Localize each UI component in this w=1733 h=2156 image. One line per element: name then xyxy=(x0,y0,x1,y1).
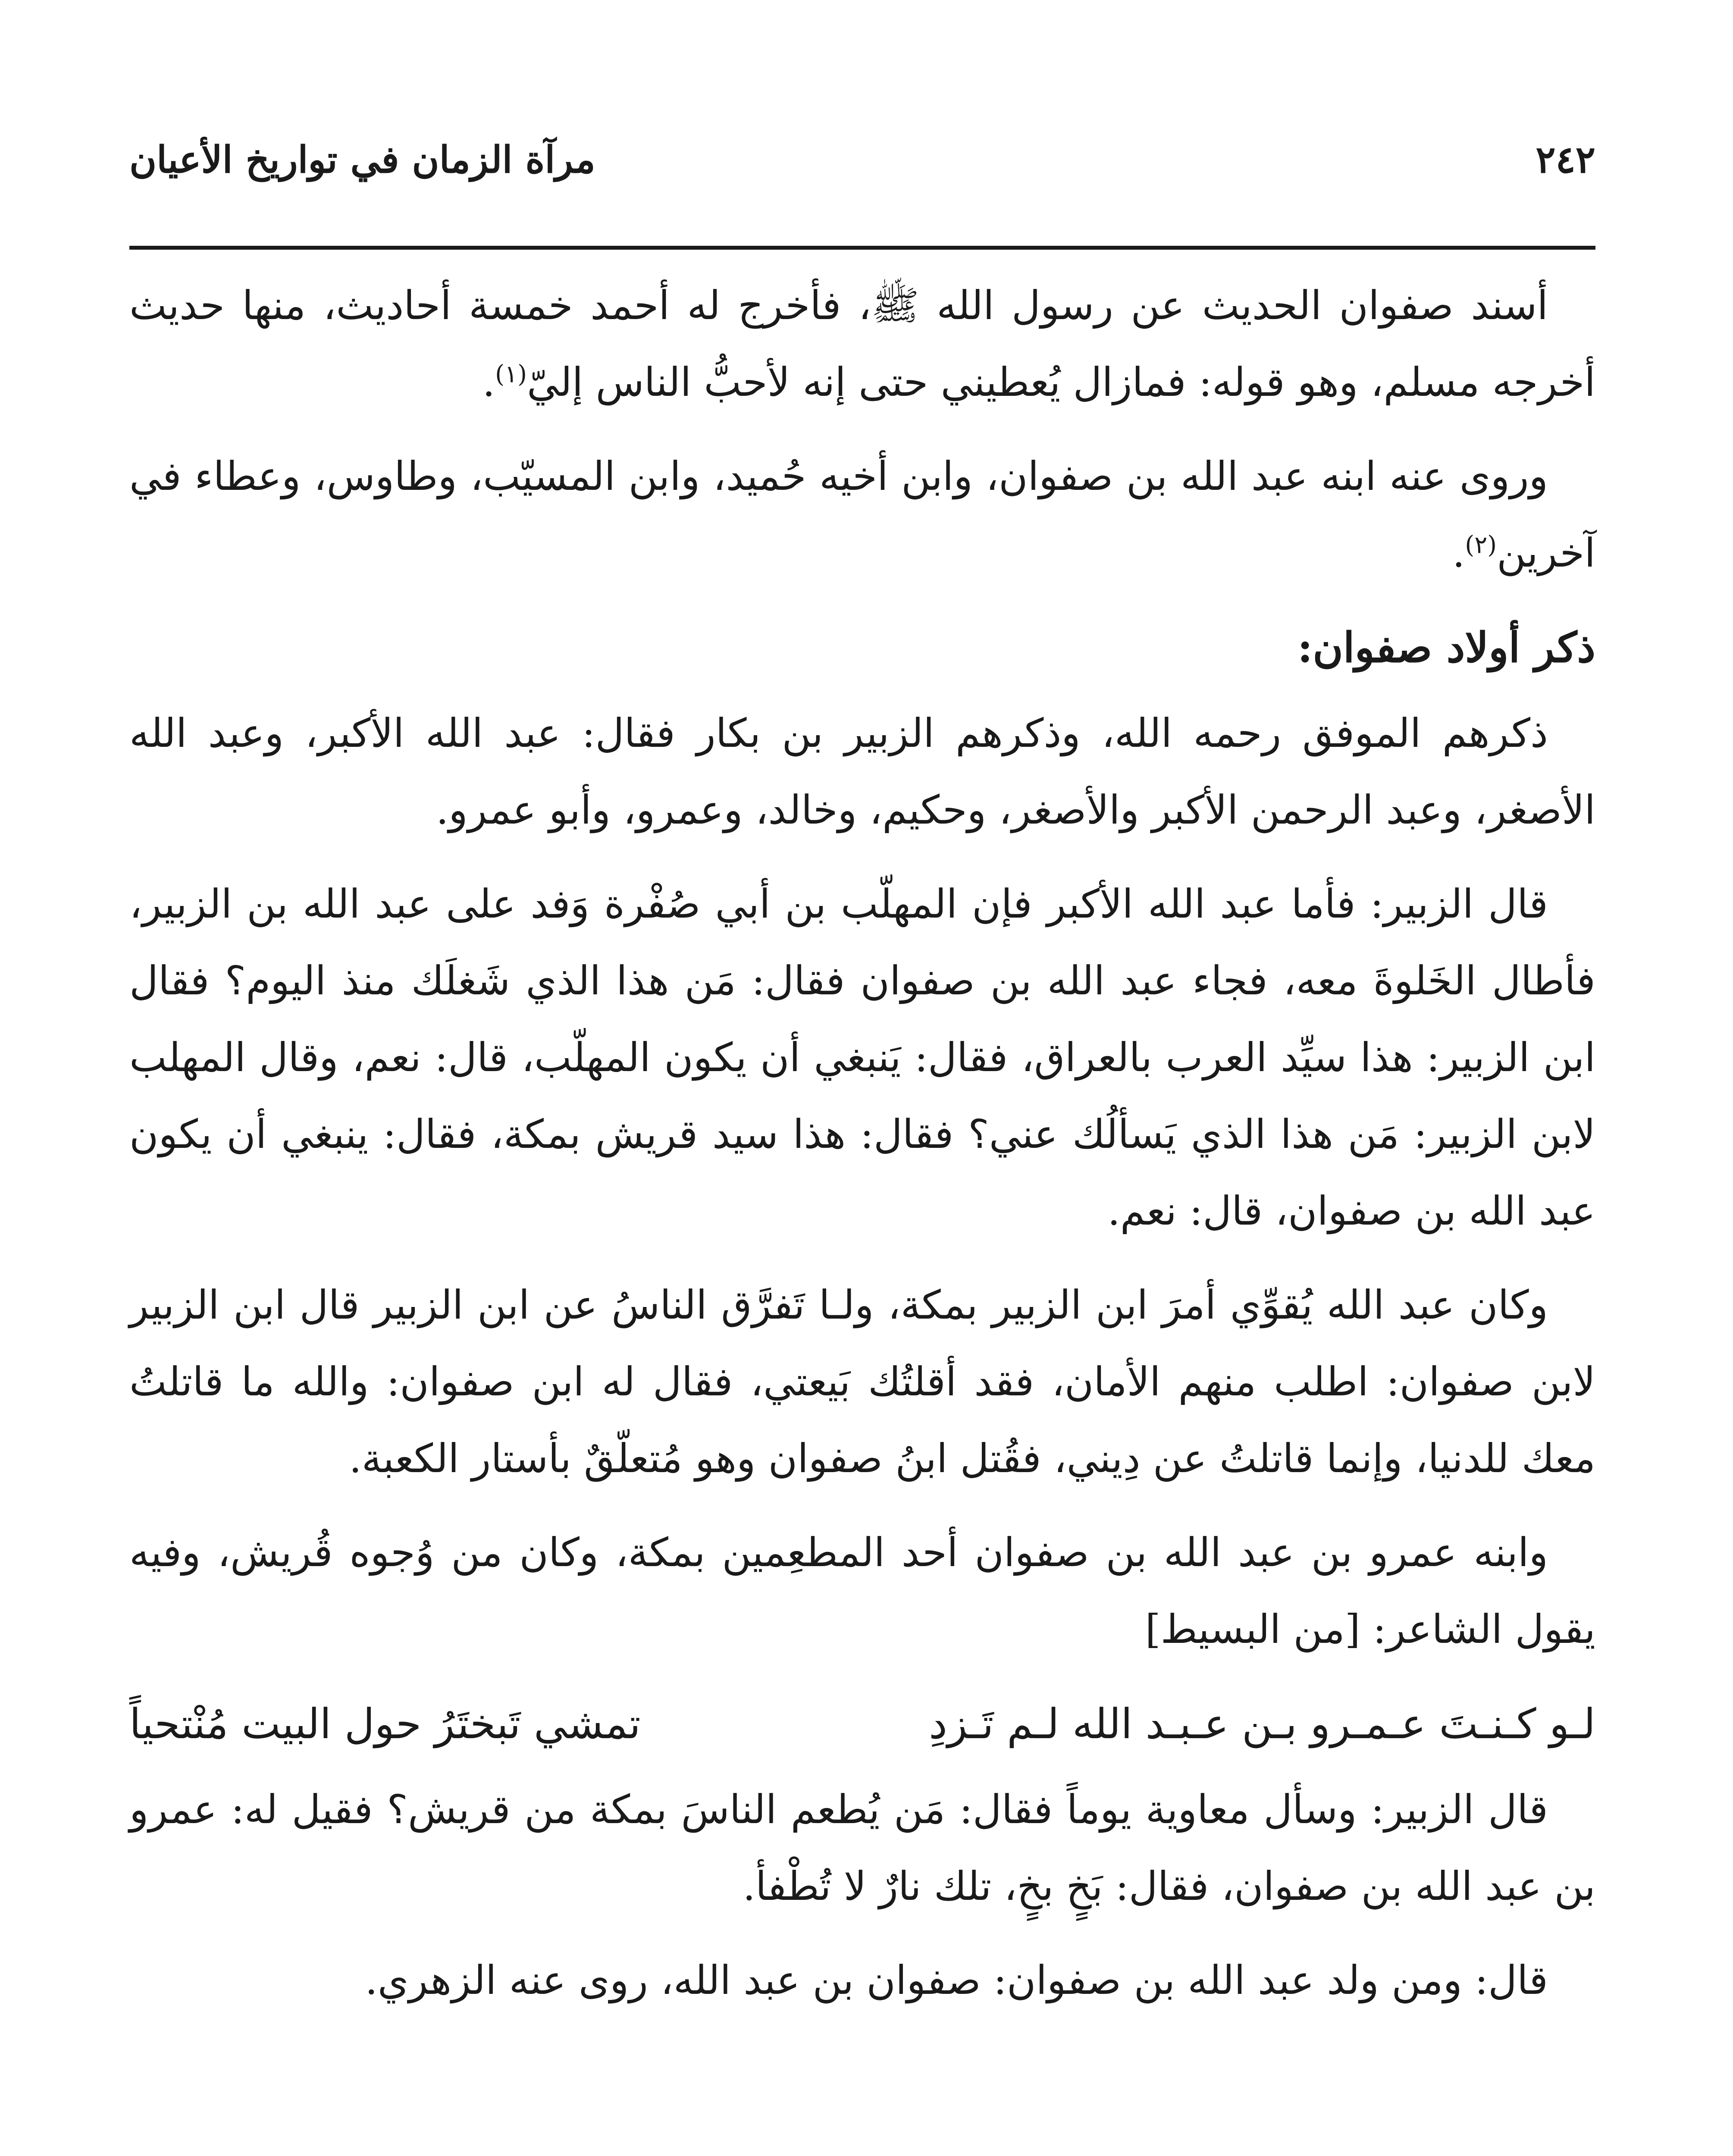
paragraph-end: . xyxy=(1452,530,1465,576)
book-page xyxy=(129,121,1596,2003)
paragraph-end: . xyxy=(482,359,495,405)
page-body xyxy=(129,267,1595,2036)
header-rule xyxy=(129,246,1595,250)
paragraph-descendant: قال: ومن ولد عبد الله بن صفوان: صفوان بن عبد الله، روى عنه الزهري. xyxy=(365,1957,1548,2003)
paragraph-muawiya: قال الزبير: وسأل معاوية يوماً فقال: مَن يُطعم الناسَ بمكة من قريش؟ فقيل له: عمرو بن عبد الله بن صفوان، فقال: بَخٍ بخٍ، تلك نارٌ لا تُطْفأ. xyxy=(129,1786,1595,1909)
verse-second-hemistich: تمشي تَبختَرُ حول البيت مُنْتحياً xyxy=(129,1700,641,1748)
running-title: مرآة الزمان في تواريخ الأعيان xyxy=(129,138,595,182)
footnote-ref-2: (٢) xyxy=(1465,531,1497,559)
paragraph-text: أسند صفوان الحديث عن رسول الله ﷺ، فأخرج له أحمد خمسة أحاديث، منها حديث أخرجه مسلم، وهو قوله: فمازال يُعطيني حتى إنه لأحبُّ الناس إليّ xyxy=(129,282,1595,405)
poem-verse xyxy=(129,1685,1595,1763)
paragraph-children: ذكرهم الموفق رحمه الله، وذكرهم الزبير بن بكار فقال: عبد الله الأكبر، وعبد الله الأصغر، وعبد الرحمن الأكبر والأصغر، وحكيم، وخالد، وعمرو، وأبو عمرو. xyxy=(129,710,1595,833)
paragraph-narrators xyxy=(129,438,1595,592)
footnote-ref-1: (١) xyxy=(495,360,527,389)
verse-first-hemistich: لـو كـنـتَ عـمـرو بـن عـبـد الله لـم تَـزدِ xyxy=(929,1700,1595,1748)
paragraph-amr: وابنه عمرو بن عبد الله بن صفوان أحد المطعِمين بمكة، وكان من وُجوه قُريش، وفيه يقول الشاعر: [من البسيط] xyxy=(129,1529,1595,1652)
paragraph-muhallab: قال الزبير: فأما عبد الله الأكبر فإن المهلّب بن أبي صُفْرة وَفد على عبد الله بن الزبير، فأطال الخَلوةَ معه، فجاء عبد الله بن صفوان فقال: مَن هذا الذي شَغلَك منذ اليوم؟ فقال ابن الزبير: هذا سيِّد العرب بالعراق، فقال: يَنبغي أن يكون المهلّب، قال: نعم، وقال المهلب لابن الزبير: مَن هذا الذي يَسألُك عني؟ فقال: هذا سيد قريش بمكة، فقال: ينبغي أن يكون عبد الله بن صفوان، قال: نعم. xyxy=(129,881,1596,1234)
paragraph-hadith xyxy=(129,267,1595,421)
page-header xyxy=(129,121,1595,207)
paragraph-text: وروى عنه ابنه عبد الله بن صفوان، وابن أخيه حُميد، وابن المسيّب، وطاوس، وعطاء في آخرين xyxy=(129,453,1595,576)
section-heading: ذكر أولاد صفوان: xyxy=(1297,623,1595,672)
page-number: ٢٤٢ xyxy=(1536,138,1595,182)
paragraph-ibn-zubayr: وكان عبد الله يُقوِّي أمرَ ابن الزبير بمكة، ولـا تَفرَّق الناسُ عن ابن الزبير قال ابن الزبير لابن صفوان: اطلب منهم الأمان، فقد أقلتُك بَيعتي، فقال له ابن صفوان: والله ما قاتلتُ معك للدنيا، وإنما قاتلتُ عن دِيني، فقُتل ابنُ صفوان وهو مُتعلّقٌ بأستار الكعبة. xyxy=(129,1282,1595,1482)
